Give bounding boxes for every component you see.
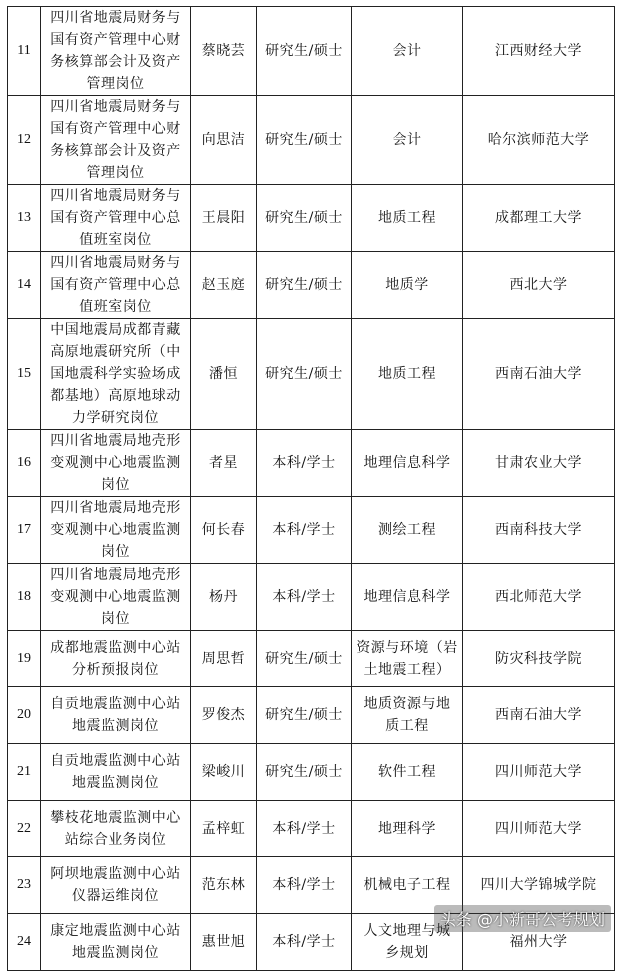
degree-cell: 本科/学士 bbox=[257, 914, 352, 971]
row-number-cell: 14 bbox=[8, 252, 41, 319]
school-cell: 西北大学 bbox=[463, 252, 615, 319]
major-cell: 资源与环境（岩 土地震工程） bbox=[352, 631, 463, 687]
school-cell: 四川师范大学 bbox=[463, 744, 615, 801]
major-cell: 会计 bbox=[352, 96, 463, 185]
person-name-cell: 周思哲 bbox=[191, 631, 257, 687]
school-cell: 西南石油大学 bbox=[463, 687, 615, 744]
table-row bbox=[8, 631, 615, 687]
table-row bbox=[8, 744, 615, 801]
row-number-cell: 19 bbox=[8, 631, 41, 687]
post-title-cell: 成都地震监测中心站 分析预报岗位 bbox=[41, 631, 191, 687]
degree-cell: 研究生/硕士 bbox=[257, 744, 352, 801]
row-number-cell: 23 bbox=[8, 857, 41, 914]
row-number-cell: 21 bbox=[8, 744, 41, 801]
degree-cell: 本科/学士 bbox=[257, 564, 352, 631]
person-name-cell: 潘恒 bbox=[191, 319, 257, 430]
school-cell: 四川大学锦城学院 bbox=[463, 857, 615, 914]
row-number-cell: 13 bbox=[8, 185, 41, 252]
post-title-cell: 四川省地震局财务与 国有资产管理中心财 务核算部会计及资产 管理岗位 bbox=[41, 7, 191, 96]
row-number-cell: 20 bbox=[8, 687, 41, 744]
school-cell: 西南石油大学 bbox=[463, 319, 615, 430]
major-cell: 机械电子工程 bbox=[352, 857, 463, 914]
person-name-cell: 向思洁 bbox=[191, 96, 257, 185]
person-name-cell: 梁峻川 bbox=[191, 744, 257, 801]
major-cell: 地理信息科学 bbox=[352, 430, 463, 497]
post-title-cell: 四川省地震局财务与 国有资产管理中心总 值班室岗位 bbox=[41, 185, 191, 252]
row-number-cell: 18 bbox=[8, 564, 41, 631]
degree-cell: 本科/学士 bbox=[257, 497, 352, 564]
school-cell: 哈尔滨师范大学 bbox=[463, 96, 615, 185]
major-cell: 软件工程 bbox=[352, 744, 463, 801]
person-name-cell: 范东林 bbox=[191, 857, 257, 914]
post-title-cell: 自贡地震监测中心站 地震监测岗位 bbox=[41, 744, 191, 801]
person-name-cell: 杨丹 bbox=[191, 564, 257, 631]
row-number-cell: 16 bbox=[8, 430, 41, 497]
person-name-cell: 惠世旭 bbox=[191, 914, 257, 971]
degree-cell: 本科/学士 bbox=[257, 801, 352, 857]
person-name-cell: 罗俊杰 bbox=[191, 687, 257, 744]
row-number-cell: 15 bbox=[8, 319, 41, 430]
school-cell: 福州大学 bbox=[463, 914, 615, 971]
post-title-cell: 四川省地震局地壳形 变观测中心地震监测 岗位 bbox=[41, 497, 191, 564]
table-row bbox=[8, 497, 615, 564]
post-title-cell: 四川省地震局财务与 国有资产管理中心总 值班室岗位 bbox=[41, 252, 191, 319]
major-cell: 地理科学 bbox=[352, 801, 463, 857]
post-title-cell: 攀枝花地震监测中心 站综合业务岗位 bbox=[41, 801, 191, 857]
table-row bbox=[8, 96, 615, 185]
person-name-cell: 王晨阳 bbox=[191, 185, 257, 252]
person-name-cell: 孟梓虹 bbox=[191, 801, 257, 857]
table-row bbox=[8, 252, 615, 319]
post-title-cell: 自贡地震监测中心站 地震监测岗位 bbox=[41, 687, 191, 744]
table-row bbox=[8, 801, 615, 857]
school-cell: 西南科技大学 bbox=[463, 497, 615, 564]
row-number-cell: 11 bbox=[8, 7, 41, 96]
row-number-cell: 17 bbox=[8, 497, 41, 564]
table-body bbox=[8, 7, 615, 971]
degree-cell: 研究生/硕士 bbox=[257, 7, 352, 96]
person-name-cell: 赵玉庭 bbox=[191, 252, 257, 319]
table-row bbox=[8, 319, 615, 430]
school-cell: 西北师范大学 bbox=[463, 564, 615, 631]
major-cell: 地质学 bbox=[352, 252, 463, 319]
major-cell: 地理信息科学 bbox=[352, 564, 463, 631]
degree-cell: 研究生/硕士 bbox=[257, 252, 352, 319]
major-cell: 测绘工程 bbox=[352, 497, 463, 564]
watermark: 头条 @小新哥公考规划 bbox=[434, 905, 611, 932]
degree-cell: 研究生/硕士 bbox=[257, 96, 352, 185]
post-title-cell: 康定地震监测中心站 地震监测岗位 bbox=[41, 914, 191, 971]
post-title-cell: 阿坝地震监测中心站 仪器运维岗位 bbox=[41, 857, 191, 914]
table-row bbox=[8, 687, 615, 744]
major-cell: 地质资源与地 质工程 bbox=[352, 687, 463, 744]
major-cell: 人文地理与城 乡规划 bbox=[352, 914, 463, 971]
person-name-cell: 蔡晓芸 bbox=[191, 7, 257, 96]
post-title-cell: 四川省地震局地壳形 变观测中心地震监测 岗位 bbox=[41, 564, 191, 631]
row-number-cell: 24 bbox=[8, 914, 41, 971]
table-row bbox=[8, 185, 615, 252]
post-title-cell: 四川省地震局财务与 国有资产管理中心财 务核算部会计及资产 管理岗位 bbox=[41, 96, 191, 185]
degree-cell: 本科/学士 bbox=[257, 430, 352, 497]
personnel-table bbox=[7, 6, 615, 971]
school-cell: 甘肃农业大学 bbox=[463, 430, 615, 497]
person-name-cell: 何长春 bbox=[191, 497, 257, 564]
post-title-cell: 四川省地震局地壳形 变观测中心地震监测 岗位 bbox=[41, 430, 191, 497]
major-cell: 地质工程 bbox=[352, 319, 463, 430]
school-cell: 江西财经大学 bbox=[463, 7, 615, 96]
post-title-cell: 中国地震局成都青藏 高原地震研究所（中 国地震科学实验场成 都基地）高原地球动 力学研究岗位 bbox=[41, 319, 191, 430]
person-name-cell: 者星 bbox=[191, 430, 257, 497]
row-number-cell: 22 bbox=[8, 801, 41, 857]
degree-cell: 研究生/硕士 bbox=[257, 319, 352, 430]
degree-cell: 本科/学士 bbox=[257, 857, 352, 914]
major-cell: 会计 bbox=[352, 7, 463, 96]
school-cell: 防灾科技学院 bbox=[463, 631, 615, 687]
table-row bbox=[8, 564, 615, 631]
major-cell: 地质工程 bbox=[352, 185, 463, 252]
degree-cell: 研究生/硕士 bbox=[257, 631, 352, 687]
school-cell: 四川师范大学 bbox=[463, 801, 615, 857]
table-row bbox=[8, 7, 615, 96]
table-row bbox=[8, 430, 615, 497]
row-number-cell: 12 bbox=[8, 96, 41, 185]
degree-cell: 研究生/硕士 bbox=[257, 185, 352, 252]
school-cell: 成都理工大学 bbox=[463, 185, 615, 252]
degree-cell: 研究生/硕士 bbox=[257, 687, 352, 744]
